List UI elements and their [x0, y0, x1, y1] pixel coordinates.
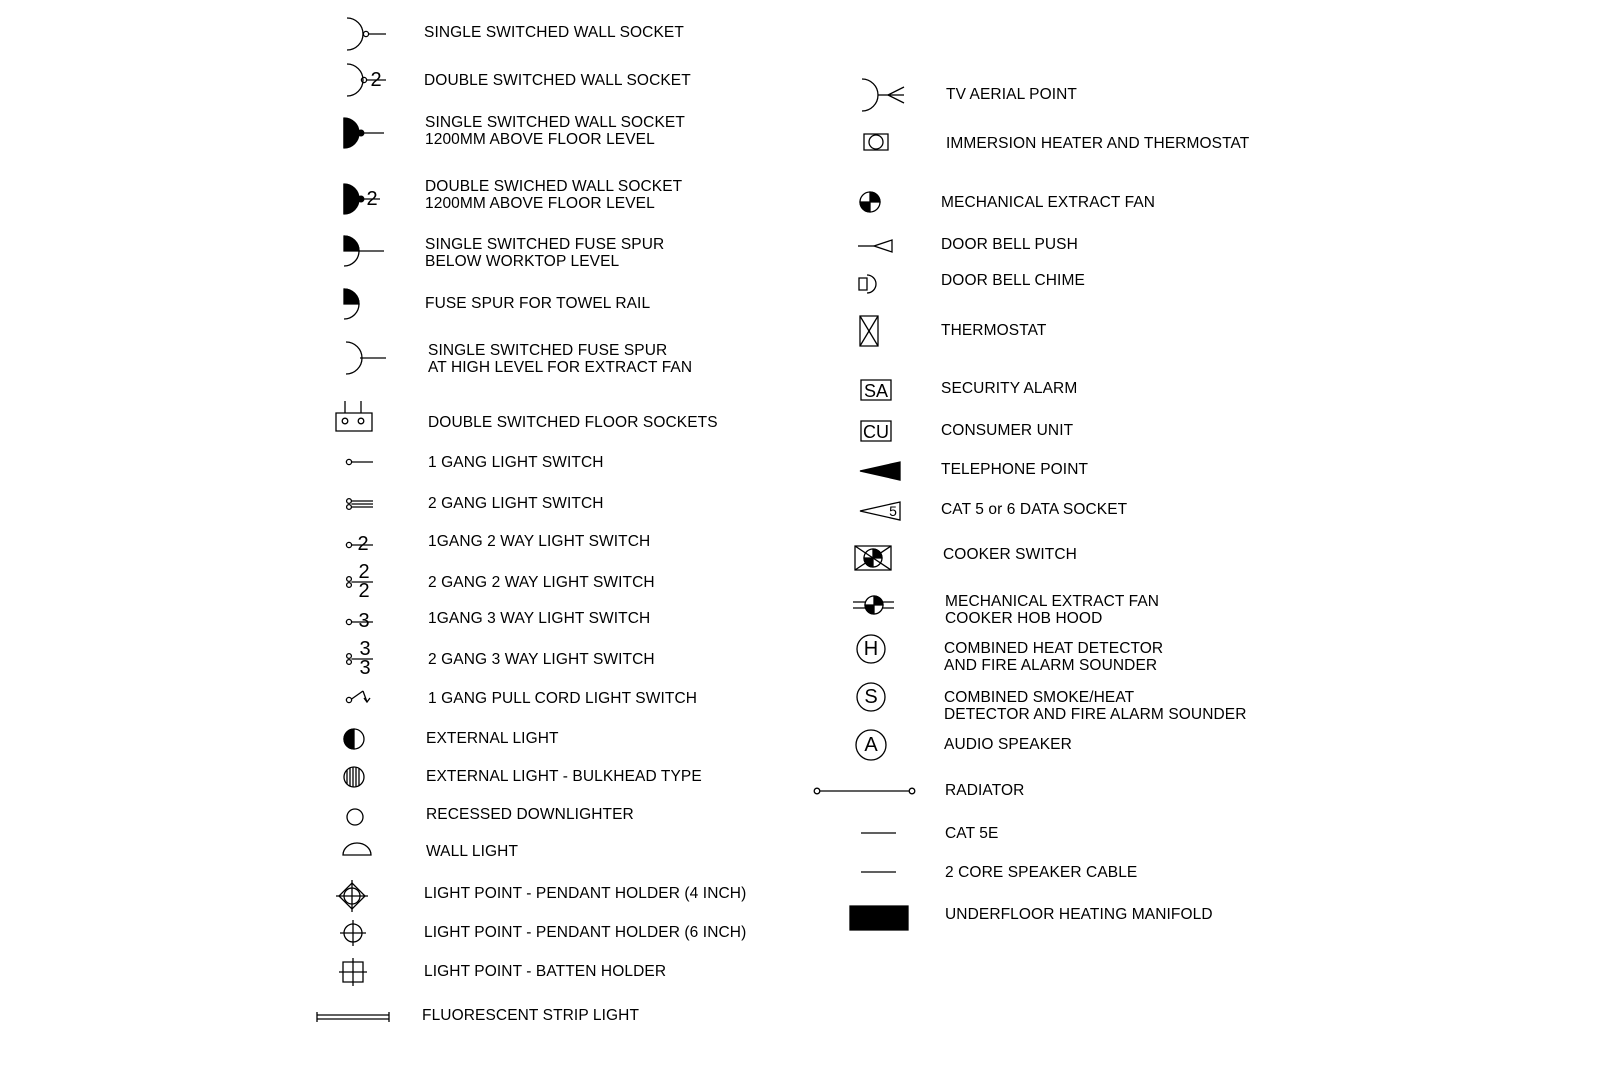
legend-label-cooker-hob-hood: [945, 593, 1159, 627]
legend-label-bulkhead-light: [426, 768, 702, 785]
legend-label-smoke-detector: [944, 689, 1247, 723]
legend-label-pull-cord-switch: [428, 690, 697, 707]
legend-label-line: COMBINED SMOKE/HEAT: [944, 689, 1135, 706]
legend-label-line: FLUORESCENT STRIP LIGHT: [422, 1007, 640, 1024]
legend-label-2gang-2way-switch: [428, 574, 655, 591]
consumer-unit-icon: [858, 418, 894, 444]
legend-label-line: CONSUMER UNIT: [941, 422, 1074, 439]
fluorescent-strip-icon: [314, 1008, 392, 1026]
cooker-switch-icon: [852, 542, 896, 574]
legend-label-line: FUSE SPUR FOR TOWEL RAIL: [425, 295, 651, 312]
svg-text:H: H: [863, 638, 879, 660]
legend-label-fuse-spur-below-worktop: [425, 236, 664, 270]
legend-label-floor-sockets: [428, 414, 718, 431]
legend-label-line: SECURITY ALARM: [941, 380, 1078, 397]
legend-label-line: SINGLE SWITCHED FUSE SPUR: [425, 236, 665, 253]
svg-text:2: 2: [358, 561, 370, 583]
legend-label-data-socket: [941, 501, 1127, 518]
legend-label-line: CAT 5 or 6 DATA SOCKET: [941, 501, 1128, 518]
speaker-icon: [852, 727, 890, 763]
svg-text:5: 5: [889, 503, 897, 519]
bulkhead-light-icon: [340, 764, 370, 790]
legend-label-line: COMBINED HEAT DETECTOR: [944, 640, 1164, 657]
hob-hood-fan-icon: [850, 592, 898, 620]
legend-label-line: TV AERIAL POINT: [946, 86, 1077, 103]
legend-label-pendant-6inch: [424, 924, 746, 941]
manifold-icon: [846, 902, 914, 934]
legend-label-door-bell-chime: [941, 272, 1085, 289]
pendant-6inch-icon: [338, 919, 368, 947]
legend-label-line: AND FIRE ALARM SOUNDER: [944, 657, 1158, 674]
legend-label-single-switched-wall-socket: [424, 24, 684, 41]
security-alarm-icon: [858, 377, 894, 403]
legend-label-line: TELEPHONE POINT: [941, 461, 1089, 478]
legend-label-1gang-2way-switch: [428, 533, 650, 550]
legend-label-2gang-3way-switch: [428, 651, 655, 668]
legend-label-line: 1 GANG PULL CORD LIGHT SWITCH: [428, 690, 698, 707]
legend-label-1-gang-switch: [428, 454, 604, 471]
two-gang-two-way-switch-icon: [343, 563, 375, 601]
legend-label-line: COOKER SWITCH: [943, 546, 1077, 563]
legend-label-fuse-spur-extract-fan: [428, 342, 692, 376]
legend-label-immersion-heater: [946, 135, 1249, 152]
legend-label-batten-holder: [424, 963, 666, 980]
legend-label-mech-extract-fan: [941, 194, 1155, 211]
smoke-detector-icon: [852, 679, 890, 715]
high-level-fuse-spur-icon: [340, 338, 390, 378]
legend-label-thermostat: [941, 322, 1046, 339]
radiator-icon: [810, 782, 922, 800]
legend-label-cooker-switch: [943, 546, 1077, 563]
legend-label-line: MECHANICAL EXTRACT FAN: [941, 194, 1156, 211]
legend-label-1gang-3way-switch: [428, 610, 650, 627]
legend-label-line: RADIATOR: [945, 782, 1025, 799]
legend-label-line: 1GANG 3 WAY LIGHT SWITCH: [428, 610, 651, 627]
legend-label-consumer-unit: [941, 422, 1073, 439]
legend-label-radiator: [945, 782, 1024, 799]
legend-label-door-bell-push: [941, 236, 1078, 253]
legend-label-security-alarm: [941, 380, 1077, 397]
legend-label-line: LIGHT POINT - PENDANT HOLDER (6 INCH): [424, 924, 747, 941]
legend-label-line: SINGLE SWITCHED WALL SOCKET: [424, 24, 684, 41]
speaker-cable-icon: [858, 864, 900, 880]
legend-label-line: DOUBLE SWICHED WALL SOCKET: [425, 178, 683, 195]
svg-text:S: S: [864, 686, 878, 708]
svg-text:2: 2: [358, 580, 370, 602]
legend-label-line: SINGLE SWITCHED FUSE SPUR: [428, 342, 668, 359]
heat-detector-icon: [852, 631, 890, 667]
legend-label-line: IMMERSION HEATER AND THERMOSTAT: [946, 135, 1250, 152]
legend-label-external-light: [426, 730, 559, 747]
legend-label-line: THERMOSTAT: [941, 322, 1047, 339]
svg-text:2: 2: [357, 533, 369, 555]
legend-label-speaker-cable: [945, 864, 1137, 881]
legend-label-line: BELOW WORKTOP LEVEL: [425, 253, 620, 270]
telephone-point-icon: [856, 458, 904, 484]
bell-push-icon: [856, 236, 896, 256]
legend-label-line: 1200MM ABOVE FLOOR LEVEL: [425, 131, 655, 148]
legend-label-line: EXTERNAL LIGHT: [426, 730, 559, 747]
legend-label-heat-detector: [944, 640, 1163, 674]
legend-label-2-gang-switch: [428, 495, 604, 512]
pendant-4inch-icon: [336, 880, 368, 912]
double-wall-socket-icon: [340, 62, 390, 100]
tv-aerial-icon: [858, 76, 908, 114]
legend-label-line: 1 GANG LIGHT SWITCH: [428, 454, 604, 471]
legend-label-cat5e: [945, 825, 998, 842]
light-switch-icon: [343, 455, 375, 469]
fuse-spur-icon: [340, 233, 390, 271]
legend-label-line: 1GANG 2 WAY LIGHT SWITCH: [428, 533, 651, 550]
legend-label-line: DOOR BELL PUSH: [941, 236, 1078, 253]
extract-fan-icon: [856, 188, 884, 216]
wall-light-icon: [340, 840, 374, 860]
wall-socket-icon: [340, 14, 390, 54]
legend-label-audio-speaker: [944, 736, 1072, 753]
legend-label-line: 2 GANG LIGHT SWITCH: [428, 495, 604, 512]
legend-label-line: LIGHT POINT - PENDANT HOLDER (4 INCH): [424, 885, 747, 902]
two-gang-switch-icon: [343, 496, 375, 512]
svg-text:A: A: [864, 734, 878, 756]
legend-label-line: DOUBLE SWITCHED FLOOR SOCKETS: [428, 414, 718, 431]
legend-label-line: CAT 5E: [945, 825, 999, 842]
legend-label-double-switched-wall-socket: [424, 72, 691, 89]
svg-text:2: 2: [366, 188, 378, 210]
two-gang-three-way-switch-icon: [343, 640, 375, 678]
svg-text:2: 2: [370, 69, 382, 91]
legend-label-line: COOKER HOB HOOD: [945, 610, 1103, 627]
legend-label-line: DOOR BELL CHIME: [941, 272, 1085, 289]
bell-chime-icon: [856, 272, 886, 296]
two-way-switch-icon: [343, 531, 375, 555]
legend-label-line: SINGLE SWITCHED WALL SOCKET: [425, 114, 685, 131]
svg-text:3: 3: [358, 610, 370, 632]
data-socket-icon: [856, 498, 904, 524]
legend-label-line: EXTERNAL LIGHT - BULKHEAD TYPE: [426, 768, 702, 785]
double-high-level-socket-icon: [340, 179, 390, 219]
svg-text:3: 3: [359, 638, 371, 660]
legend-label-wall-light: [426, 843, 518, 860]
legend-label-line: DETECTOR AND FIRE ALARM SOUNDER: [944, 706, 1247, 723]
legend-label-line: RECESSED DOWNLIGHTER: [426, 806, 634, 823]
immersion-heater-icon: [860, 130, 892, 154]
legend-label-line: 1200MM ABOVE FLOOR LEVEL: [425, 195, 655, 212]
three-way-switch-icon: [343, 609, 375, 633]
legend-label-double-switched-wall-socket-high: [425, 178, 682, 212]
legend-label-recessed-downlighter: [426, 806, 634, 823]
legend-label-single-switched-wall-socket-high: [425, 114, 685, 148]
legend-label-line: UNDERFLOOR HEATING MANIFOLD: [945, 906, 1213, 923]
legend-label-fuse-spur-towel-rail: [425, 295, 650, 312]
floor-socket-icon: [332, 399, 376, 435]
legend-label-line: 2 CORE SPEAKER CABLE: [945, 864, 1138, 881]
legend-label-line: 2 GANG 3 WAY LIGHT SWITCH: [428, 651, 655, 668]
downlighter-icon: [343, 806, 367, 828]
svg-text:CU: CU: [863, 422, 889, 442]
legend-label-line: AUDIO SPEAKER: [944, 736, 1072, 753]
towel-rail-spur-icon: [340, 286, 370, 322]
pull-cord-switch-icon: [343, 685, 375, 707]
thermostat-icon: [856, 313, 884, 349]
cat5e-cable-icon: [858, 825, 900, 841]
legend-label-line: DOUBLE SWITCHED WALL SOCKET: [424, 72, 691, 89]
svg-text:3: 3: [359, 657, 371, 679]
legend-label-tv-aerial: [946, 86, 1077, 103]
batten-holder-icon: [338, 957, 368, 987]
legend-label-line: AT HIGH LEVEL FOR EXTRACT FAN: [428, 359, 693, 376]
legend-label-line: MECHANICAL EXTRACT FAN: [945, 593, 1160, 610]
svg-text:SA: SA: [863, 381, 889, 401]
legend-label-telephone-point: [941, 461, 1088, 478]
legend-label-ufh-manifold: [945, 906, 1213, 923]
legend-label-fluorescent-strip: [422, 1007, 639, 1024]
external-light-icon: [340, 726, 370, 752]
legend-label-line: WALL LIGHT: [426, 843, 519, 860]
legend-label-line: 2 GANG 2 WAY LIGHT SWITCH: [428, 574, 655, 591]
legend-label-line: LIGHT POINT - BATTEN HOLDER: [424, 963, 667, 980]
legend-label-pendant-4inch: [424, 885, 746, 902]
high-level-socket-icon: [340, 113, 390, 153]
